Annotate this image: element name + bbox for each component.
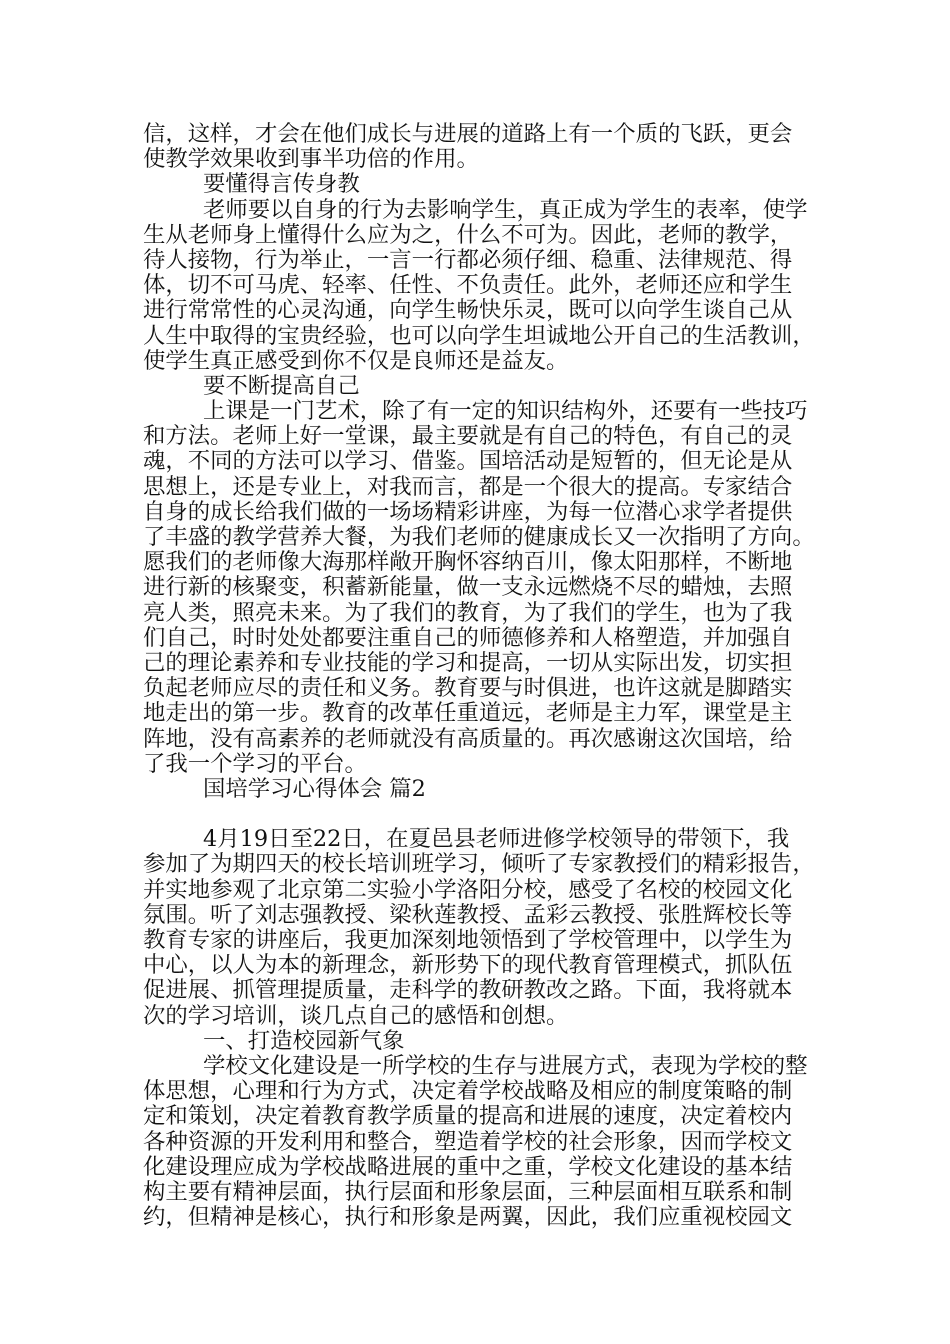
text-line: 自身的成长给我们做的一场场精彩讲座，为每一位潜心求学者提供	[143, 498, 793, 525]
text-line: 阵地，没有高素养的老师就没有高质量的。再次感谢这次国培，给	[143, 725, 793, 752]
text-line: 体，切不可马虎、轻率、任性、不负责任。此外，老师还应和学生	[143, 272, 793, 299]
text-line: 上课是一门艺术，除了有一定的知识结构外，还要有一些技巧	[203, 398, 808, 425]
text-line: 信，这样，才会在他们成长与进展的道路上有一个质的飞跃，更会	[143, 121, 793, 147]
text-line: 地走出的第一步。教育的改革任重道远，老师是主力军，课堂是主	[143, 700, 793, 727]
text-line: 并实地参观了北京第二实验小学洛阳分校，感受了名校的校园文化	[143, 876, 793, 903]
text-line: 和方法。老师上好一堂课，最主要就是有自己的特色，有自己的灵	[143, 423, 793, 450]
text-line: 们自己，时时处处都要注重自己的师德修养和人格塑造，并加强自	[143, 624, 793, 651]
text-line: 己的理论素养和专业技能的学习和提高，一切从实际出发，切实担	[143, 649, 793, 676]
text-line: 中心，以人为本的新理念，新形势下的现代教育管理模式，抓队伍	[143, 952, 793, 979]
text-line: 亮人类，照亮未来。为了我们的教育，为了我们的学生，也为了我	[143, 599, 793, 626]
text-line: 体思想，心理和行为方式，决定着学校战略及相应的制度策略的制	[143, 1078, 793, 1105]
text-line: 进行新的核聚变，积蓄新能量，做一支永远燃烧不尽的蜡烛，去照	[143, 574, 793, 601]
text-line: 人生中取得的宝贵经验，也可以向学生坦诚地公开自己的生活教训，	[143, 322, 815, 349]
text-line: 了丰盛的教学营养大餐，为我们老师的健康成长又一次指明了方向。	[143, 524, 815, 550]
text-line: 老师要以自身的行为去影响学生，真正成为学生的表率，使学	[203, 196, 808, 223]
text-line: 各种资源的开发利用和整合，塑造着学校的社会形象，因而学校文	[143, 1128, 793, 1155]
text-line: 次的学习培训，谈几点自己的感悟和创想。	[143, 1002, 569, 1029]
text-line: 构主要有精神层面，执行层面和形象层面，三种层面相互联系和制	[143, 1178, 793, 1205]
text-line: 要懂得言传身教	[203, 171, 360, 198]
text-line: 学校文化建设是一所学校的生存与进展方式，表现为学校的整	[203, 1052, 808, 1079]
document-page	[143, 122, 815, 1230]
text-line: 使教学效果收到事半功倍的作用。	[143, 146, 479, 173]
text-line: 氛围。听了刘志强教授、梁秋莲教授、孟彩云教授、张胜辉校长等	[143, 901, 793, 928]
text-line: 进行常常性的心灵沟通，向学生畅快乐灵，既可以向学生谈自己从	[143, 297, 793, 324]
text-line: 思想上，还是专业上，对我而言，都是一个很大的提高。专家结合	[143, 473, 793, 500]
text-line: 化建设理应成为学校战略进展的重中之重，学校文化建设的基本结	[143, 1153, 793, 1180]
text-line: 定和策划，决定着教育教学质量的提高和进展的速度，决定着校内	[143, 1103, 793, 1130]
text-line: 愿我们的老师像大海那样敞开胸怀容纳百川，像太阳那样，不断地	[143, 549, 793, 576]
text-line: 参加了为期四天的校长培训班学习，倾听了专家教授们的精彩报告，	[143, 851, 815, 878]
text-line: 促进展、抓管理提质量，走科学的教研教改之路。下面，我将就本	[143, 977, 793, 1004]
text-line: 教育专家的讲座后，我更加深刻地领悟到了学校管理中，以学生为	[143, 927, 793, 953]
text-line: 了我一个学习的平台。	[143, 750, 367, 777]
blank-line	[143, 802, 815, 827]
text-line: 要不断提高自己	[203, 372, 360, 399]
text-line: 魂，不同的方法可以学习、借鉴。国培活动是短暂的，但无论是从	[143, 448, 793, 475]
text-line: 国培学习心得体会 篇2	[203, 775, 426, 802]
text-line: 使学生真正感受到你不仅是良师还是益友。	[143, 347, 569, 374]
text-line: 负起老师应尽的责任和义务。教育要与时俱进，也许这就是脚踏实	[143, 675, 793, 702]
text-line: 4月19日至22日，在夏邑县老师进修学校领导的带领下，我	[203, 826, 790, 853]
text-line: 生从老师身上懂得什么应为之，什么不可为。因此，老师的教学，	[143, 221, 793, 248]
text-line: 待人接物，行为举止，一言一行都必须仔细、稳重、法律规范、得	[143, 246, 793, 273]
text-line: 一、打造校园新气象	[203, 1027, 405, 1054]
text-line: 约，但精神是核心，执行和形象是两翼，因此，我们应重视校园文	[143, 1204, 793, 1231]
